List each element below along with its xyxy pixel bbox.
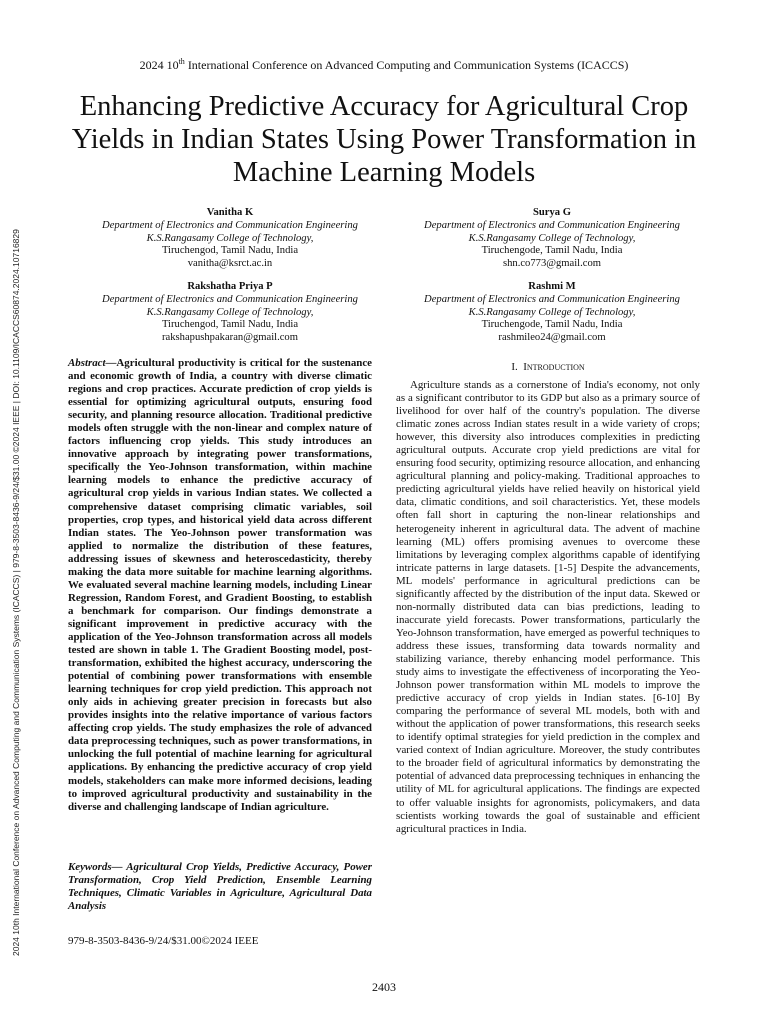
author-department: Department of Electronics and Communication Engineering bbox=[424, 293, 680, 305]
section-title: Introduction bbox=[523, 361, 585, 373]
paper-title: Enhancing Predictive Accuracy for Agricultural Crop Yields in Indian States Using Power Transformation in Machine Learning Models bbox=[71, 91, 697, 188]
author-city: Tiruchengod, Tamil Nadu, India bbox=[161, 245, 299, 257]
author-college: K.S.Rangasamy College of Technology, bbox=[468, 306, 636, 318]
abstract bbox=[68, 357, 372, 814]
author-department: Department of Electronics and Communication Engineering bbox=[102, 219, 358, 231]
author-name: Rashmi M bbox=[528, 281, 576, 292]
conference-ordinal-suffix: th bbox=[178, 57, 185, 66]
conference-name: International Conference on Advanced Computing and Communication Systems (ICACCS) bbox=[184, 58, 629, 72]
author-block-2 bbox=[392, 207, 712, 271]
author-email: rashmileo24@gmail.com bbox=[498, 332, 606, 344]
conference-year: 2024 10 bbox=[139, 58, 179, 72]
keywords: Keywords— Agricultural Crop Yields, Predictive Accuracy, Power Transformation, Crop Yield Prediction, Ensemble Learning Techniques, Climatic Variables in Agriculture, Agricultural Data Analysis bbox=[68, 861, 372, 913]
author-block-1 bbox=[70, 207, 390, 271]
author-city: Tiruchengode, Tamil Nadu, India bbox=[481, 245, 623, 257]
author-college: K.S.Rangasamy College of Technology, bbox=[146, 232, 314, 244]
author-email: rakshapushpakaran@gmail.com bbox=[162, 332, 298, 344]
author-name: Rakshatha Priya P bbox=[187, 281, 273, 292]
author-college: K.S.Rangasamy College of Technology, bbox=[468, 232, 636, 244]
author-name: Vanitha K bbox=[206, 207, 254, 218]
side-doi-strip: 2024 10th International Conference on Advanced Computing and Communication Systems (ICACCS) | 979-8-3503-8436-9/24/$31.00 ©2024 IEEE | DOI: 10.1109/ICACCS60874.2024.10716829 bbox=[11, 229, 21, 956]
section-heading bbox=[396, 361, 700, 373]
author-email: shn.co773@gmail.com bbox=[502, 258, 602, 270]
author-department: Department of Electronics and Communication Engineering bbox=[102, 293, 358, 305]
author-block-3 bbox=[70, 281, 390, 345]
conference-header bbox=[0, 57, 768, 73]
author-city: Tiruchengode, Tamil Nadu, India bbox=[481, 319, 623, 331]
author-block-4 bbox=[392, 281, 712, 345]
introduction-paragraph: Agriculture stands as a cornerstone of India's economy, not only as a significant contributor to its GDP but also as a primary source of livelihood for over half of the country's population. The diverse climatic zones across Indian states result in a wide variety of crops; however, this diversity also introduces complexities in predicting agricultural outputs. Accurate crop yield predictions are vital for ensuring food security, optimizing resource allocation, and enhancing agricultural planning and policy-making. Traditional approaches to predicting agricultural yields have relied heavily on historical yield data, climatic conditions, and soil characteristics. Yet, these models often fall short in capturing the non-linear relationships and heterogeneity inherent in agricultural data. The advent of machine learning (ML) offers promising avenues to overcome these limitations by leveraging complex algorithms capable of identifying intricate patterns in large datasets. [1-5] Despite the advancements, ML models' performance in agricultural predictions can be significantly affected by the distribution of the input data. Skewed or non-normally distributed data can bias predictions, leading to inaccurate yield forecasts. Power transformations, particularly the Yeo-Johnson transformation, have emerged as powerful techniques to address these issues, transforming data towards normality and stabilizing variance, thereby enhancing model performance. This study aims to investigate the effectiveness of incorporating the Yeo-Johnson power transformation within ML models to improve the predictive accuracy of crop yields in Indian states. [6-10] By comparing the performance of several ML models, both with and without the application of power transformations, this research seeks to identify optimal strategies for yield prediction in the complex and varied context of Indian agriculture. Moreover, the study contributes to the broader field of agricultural informatics by demonstrating the potential of advanced data preprocessing techniques in enhancing the utility of ML for agricultural applications. The findings are expected to offer valuable insights for agronomists, policymakers, and data scientists working towards the goal of sustainable and efficient agricultural practices in India. bbox=[396, 379, 700, 835]
abstract-label: Abstract bbox=[68, 357, 106, 369]
section-number: I. bbox=[511, 361, 518, 373]
page-number: 2403 bbox=[372, 980, 396, 994]
author-name: Surya G bbox=[533, 207, 571, 218]
author-department: Department of Electronics and Communication Engineering bbox=[424, 219, 680, 231]
abstract-text: —Agricultural productivity is critical for the sustenance and economic growth of India, a country with diverse climatic regions and crop practices. Accurate prediction of crop yields is essential for optimizing agricultural outputs, ensuring food security, and planning resource allocation. Traditional predictive models often struggle with the non-linear and complex nature of factors influencing crop yields. This study introduces an innovative approach by integrating power transformations, specifically the Yeo-Johnson transformation, within machine learning models to enhance the predictive accuracy of agricultural crop yields in various Indian states. We collected a comprehensive dataset comprising climatic variables, soil properties, crop types, and historical yield data across different Indian states. The Yeo-Johnson power transformation was applied to normalize the distribution of these features, addressing issues of skewness and heteroscedasticity, thereby making the data more suitable for machine learning algorithms. We evaluated several machine learning models, including Linear Regression, Random Forest, and Gradient Boosting, to establish a benchmark for comparison. Our findings demonstrate a significant improvement in predictive accuracy with the application of the Yeo-Johnson transformation across all models tested are shown in table 1. The Gradient Boosting model, post-transformation, exhibited the highest accuracy, underscoring the potential of combining power transformations with ensemble learning techniques for crop yield prediction. This approach not only aids in achieving greater precision in forecasts but also provides insights into the relative importance of various factors affecting crop yields. The study emphasizes the role of advanced data preprocessing techniques, such as power transformations, in unlocking the full potential of machine learning for agricultural applications. By enhancing the predictive accuracy of crop yield models, stakeholders can make more informed decisions, leading to improved agricultural productivity and sustainability in the diverse and challenging landscape of Indian agriculture. bbox=[68, 357, 372, 813]
author-college: K.S.Rangasamy College of Technology, bbox=[146, 306, 314, 318]
copyright-line: 979-8-3503-8436-9/24/$31.00©2024 IEEE bbox=[68, 935, 259, 947]
author-email: vanitha@ksrct.ac.in bbox=[187, 258, 273, 270]
author-city: Tiruchengod, Tamil Nadu, India bbox=[161, 319, 299, 331]
